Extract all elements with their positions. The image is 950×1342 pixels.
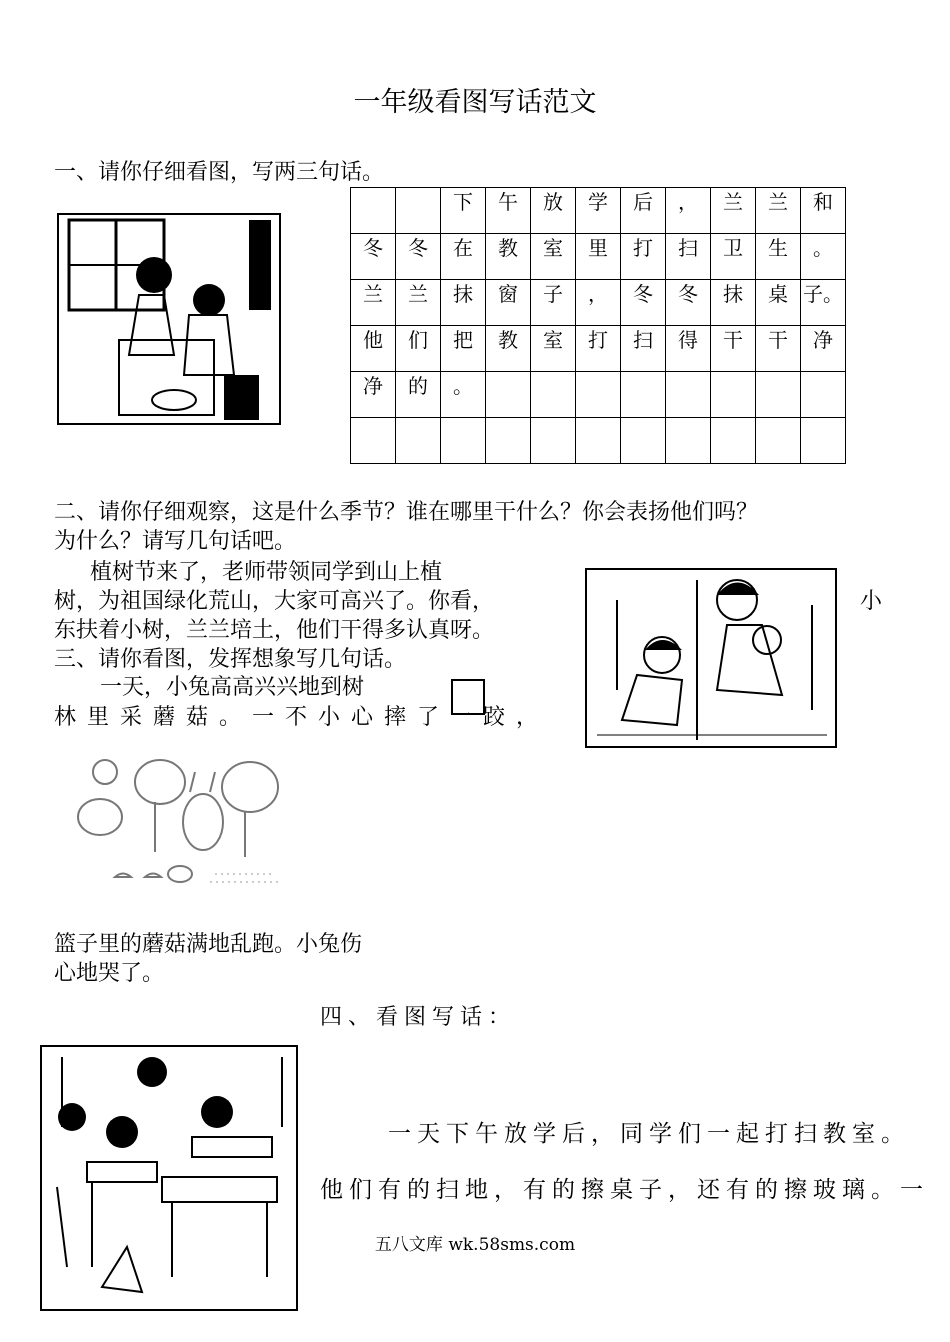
grid-row (351, 326, 846, 372)
grid-cell: 的 (396, 372, 441, 418)
grid-cell (621, 418, 666, 464)
grid-row (351, 188, 846, 234)
classroom-cleaning-illustration (57, 213, 281, 425)
writing-grid (350, 187, 846, 464)
grid-cell (711, 372, 756, 418)
grid-row (351, 372, 846, 418)
footer-watermark: 五八文库 wk.58sms.com (374, 1235, 576, 1255)
grid-cell: 抹 (711, 280, 756, 326)
grid-cell: 午 (486, 188, 531, 234)
grid-cell: 扫 (621, 326, 666, 372)
grid-cell: 兰 (711, 188, 756, 234)
grid-cell (801, 372, 846, 418)
grid-row (351, 418, 846, 464)
grid-cell: 室 (531, 234, 576, 280)
section3-answer-line4: 心地哭了。 (54, 961, 165, 986)
grid-cell: 生 (756, 234, 801, 280)
rabbit-mushroom-illustration (75, 752, 290, 902)
grid-cell: 兰 (351, 280, 396, 326)
grid-cell: ， (666, 188, 711, 234)
grid-cell (441, 418, 486, 464)
grid-cell: 子 (531, 280, 576, 326)
grid-cell: 干 (756, 326, 801, 372)
grid-cell: 子。 (801, 280, 846, 326)
page-title: 一年级看图写话范文 (353, 87, 597, 118)
grid-cell: 冬 (351, 234, 396, 280)
section4-prompt: 四、看图写话： (320, 1005, 517, 1030)
grid-cell: 里 (576, 234, 621, 280)
grid-cell (396, 418, 441, 464)
grid-cell (711, 418, 756, 464)
grid-cell (396, 188, 441, 234)
grid-cell: 放 (531, 188, 576, 234)
grid-cell: 后 (621, 188, 666, 234)
grid-cell: ， (576, 280, 621, 326)
grid-cell (621, 372, 666, 418)
grid-cell (531, 372, 576, 418)
grid-cell (486, 372, 531, 418)
section2-prompt-line1: 二、请你仔细观察，这是什么季节？谁在哪里干什么？你会表扬他们吗？ (54, 500, 759, 525)
students-cleaning-illustration (40, 1045, 298, 1311)
grid-cell: 干 (711, 326, 756, 372)
grid-cell (351, 188, 396, 234)
grid-cell: 得 (666, 326, 711, 372)
section4-answer-line1: 一天下午放学后，同学们一起打扫教室。 (388, 1121, 910, 1147)
section3-answer-line2: 林里采蘑菇。一不小心摔了一跤， (54, 705, 550, 730)
grid-cell (666, 418, 711, 464)
section3-answer-line1: 一天，小兔高高兴兴地到树 (100, 675, 365, 700)
grid-cell (756, 418, 801, 464)
grid-cell: 窗 (486, 280, 531, 326)
grid-cell (666, 372, 711, 418)
grid-cell: 打 (621, 234, 666, 280)
grid-cell: 们 (396, 326, 441, 372)
grid-cell: 冬 (621, 280, 666, 326)
grid-cell: 抹 (441, 280, 486, 326)
tree-planting-drawing (587, 570, 835, 746)
section1-prompt: 一、请你仔细看图，写两三句话。 (54, 160, 385, 185)
grid-cell: 把 (441, 326, 486, 372)
grid-cell: 净 (351, 372, 396, 418)
section2-answer-line3: 东扶着小树，兰兰培土，他们干得多认真呀。 (54, 618, 495, 643)
grid-cell: 扫 (666, 234, 711, 280)
grid-cell (486, 418, 531, 464)
students-cleaning-drawing (42, 1047, 296, 1309)
grid-cell (576, 418, 621, 464)
grid-cell: 兰 (756, 188, 801, 234)
grid-cell: 教 (486, 326, 531, 372)
grid-cell (531, 418, 576, 464)
grid-cell: 和 (801, 188, 846, 234)
tree-planting-illustration (585, 568, 837, 748)
grid-cell: 兰 (396, 280, 441, 326)
grid-cell: 。 (441, 372, 486, 418)
classroom-cleaning-drawing (59, 215, 279, 423)
rabbit-mushroom-drawing (75, 752, 290, 902)
grid-cell: 他 (351, 326, 396, 372)
grid-cell: 下 (441, 188, 486, 234)
grid-cell (756, 372, 801, 418)
grid-cell (576, 372, 621, 418)
grid-row (351, 234, 846, 280)
grid-cell: 冬 (396, 234, 441, 280)
section3-prompt: 三、请你看图，发挥想象写几句话。 (54, 647, 407, 672)
section2-answer-line1: 植树节来了，老师带领同学到山上植 (90, 560, 443, 585)
grid-cell: 在 (441, 234, 486, 280)
grid-cell (351, 418, 396, 464)
section3-answer-line3: 篮子里的蘑菇满地乱跑。小兔伤 (54, 932, 363, 957)
section2-prompt-line2: 为什么？请写几句话吧。 (54, 529, 297, 554)
grid-cell: 打 (576, 326, 621, 372)
grid-cell: 冬 (666, 280, 711, 326)
grid-cell: 室 (531, 326, 576, 372)
grid-cell (801, 418, 846, 464)
grid-cell: 净 (801, 326, 846, 372)
section2-answer-line2: 树，为祖国绿化荒山，大家可高兴了。你看， (54, 589, 495, 614)
grid-cell: 。 (801, 234, 846, 280)
grid-cell: 教 (486, 234, 531, 280)
section2-answer-end: 小 (860, 589, 883, 614)
grid-cell: 桌 (756, 280, 801, 326)
grid-cell: 卫 (711, 234, 756, 280)
section4-answer-line2: 他们有的扫地，有的擦桌子，还有的擦玻璃。一 (320, 1177, 929, 1203)
grid-row (351, 280, 846, 326)
grid-cell: 学 (576, 188, 621, 234)
